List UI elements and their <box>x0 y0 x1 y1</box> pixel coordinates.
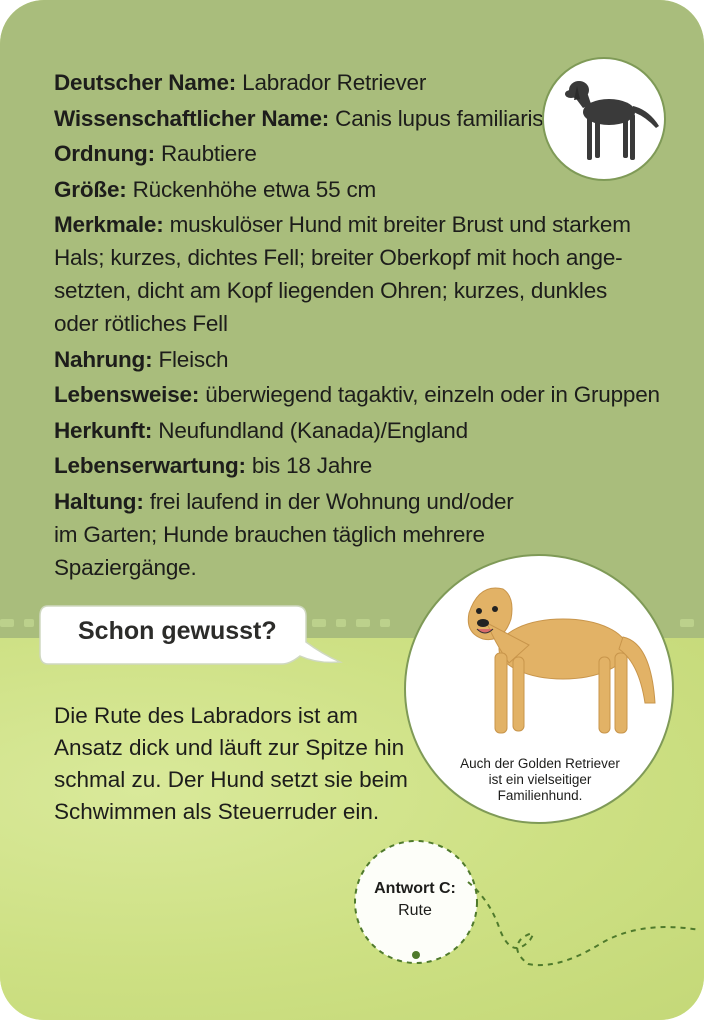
fact-label: Lebensweise: <box>54 382 200 407</box>
fact-label: Nahrung: <box>54 346 153 372</box>
fact-label: Deutscher Name: <box>54 70 237 95</box>
labrador-image <box>541 56 667 182</box>
fact-origin <box>54 414 674 447</box>
answer-value: Rute <box>398 902 432 919</box>
fact-value: Fleisch <box>158 346 229 372</box>
fact-value: Canis lupus familiaris <box>335 105 544 131</box>
golden-caption: Auch der Golden Retriever ist ein vielseitiger Familienhund. <box>460 756 620 803</box>
fact-label: Merkmale: <box>54 212 164 237</box>
fact-label: Wissenschaftlicher Name: <box>54 105 330 131</box>
fact-label: Herkunft: <box>54 417 153 443</box>
fact-life-expectancy <box>54 449 674 482</box>
fact-label: Größe: <box>54 176 127 202</box>
fact-label: Lebenserwartung: <box>54 453 246 478</box>
fact-value: Raubtiere <box>160 141 257 166</box>
did-you-know-title: Schon gewusst? <box>78 617 277 645</box>
fact-value: frei laufend in der Wohnung und/oder im Garten; Hunde brauchen täglich mehrere Spaziergänge. <box>54 488 514 580</box>
fact-value: Neufundland (Kanada)/England <box>158 417 468 443</box>
did-you-know-text: Die Rute des Labradors ist am Ansatz dick und läuft zur Spitze hin schmal zu. Der Hund setzt sie beim Schwimmen als Steuerruder ein. <box>54 703 408 824</box>
fact-value: überwiegend tagaktiv, einzeln oder in Gruppen <box>205 382 660 407</box>
answer <box>358 878 472 922</box>
fact-food <box>54 343 674 376</box>
fact-label: Haltung: <box>54 488 144 514</box>
answer-label: Antwort C: <box>374 880 456 897</box>
fact-value: Rückenhöhe etwa 55 cm <box>132 176 377 202</box>
fact-label: Ordnung: <box>54 141 155 166</box>
fact-lifestyle <box>54 378 674 411</box>
fact-value: bis 18 Jahre <box>251 453 373 478</box>
fact-features <box>54 208 654 340</box>
fact-value: Labrador Retriever <box>242 70 427 95</box>
fact-value: muskulöser Hund mit breiter Brust und starkem Hals; kurzes, dichtes Fell; breiter Oberkopf mit hoch ange-setzten, dicht am Kopf liegenden Ohren; kurzes, dunkles oder rötliches Fell <box>54 212 631 336</box>
